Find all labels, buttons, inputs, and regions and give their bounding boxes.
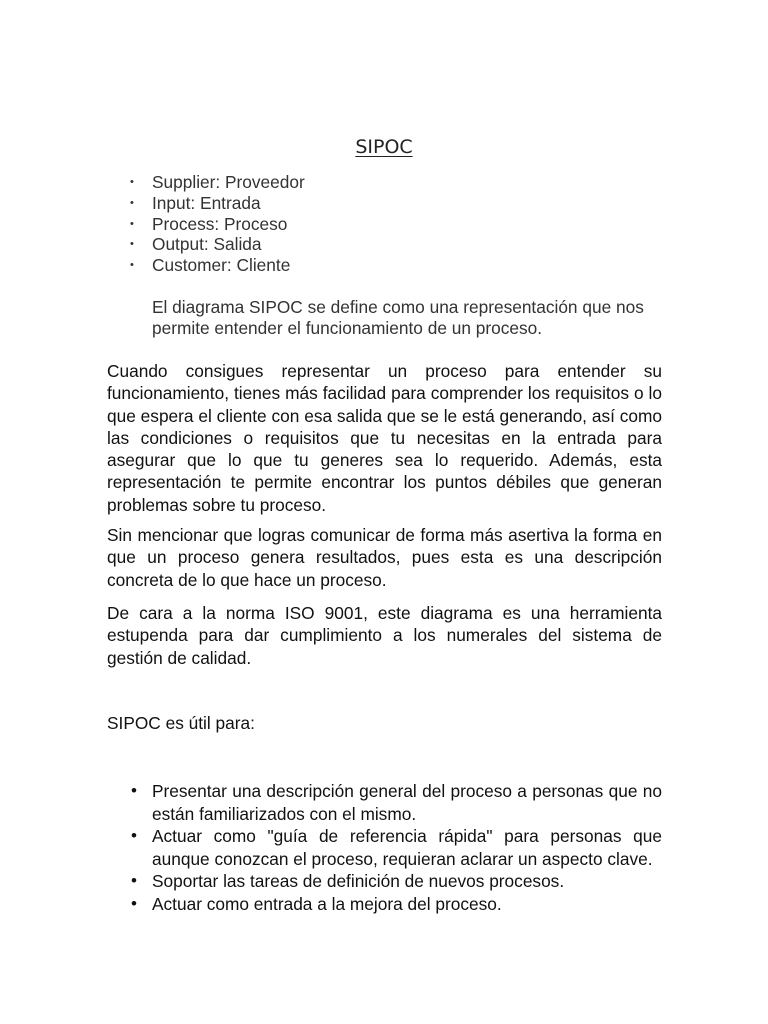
body-paragraph: Cuando consigues representar un proceso para entender su funcionamiento, tienes más facilidad para comprender los requisitos o lo que espera el cliente con esa salida que se le está generando, así como las condiciones o requisitos que tu necesitas en la entrada para asegurar que lo que tu generes sea lo requerido. Además, esta representación te permite encontrar los puntos débiles que generan problemas sobre tu proceso. [107, 361, 662, 515]
list-item: • Process: Proceso [130, 214, 305, 235]
list-item: • Actuar como entrada a la mejora del proceso. [130, 893, 662, 916]
useful-list [130, 780, 662, 916]
document-title: SIPOC [355, 136, 413, 158]
list-item: • Supplier: Proveedor [130, 172, 305, 193]
list-item: • Actuar como "guía de referencia rápida" para personas que aunque conozcan el proceso, requieran aclarar un aspecto clave. [130, 825, 662, 870]
list-item: • Presentar una descripción general del proceso a personas que no están familiarizados con el mismo. [130, 780, 662, 825]
list-item: • Customer: Cliente [130, 255, 305, 276]
list-item: • Output: Salida [130, 234, 305, 255]
intro-paragraph: El diagrama SIPOC se define como una representación que nos permite entender el funcionamiento de un proceso. [152, 297, 644, 338]
list-item: • Input: Entrada [130, 193, 305, 214]
sipoc-list [130, 172, 305, 276]
useful-heading: SIPOC es útil para: [107, 713, 255, 733]
body-paragraph: De cara a la norma ISO 9001, este diagrama es una herramienta estupenda para dar cumplimiento a los numerales del sistema de gestión de calidad. [107, 603, 662, 668]
list-item: • Soportar las tareas de definición de nuevos procesos. [130, 870, 662, 893]
body-paragraph: Sin mencionar que logras comunicar de forma más asertiva la forma en que un proceso genera resultados, pues esta es una descripción concreta de lo que hace un proceso. [107, 525, 662, 590]
